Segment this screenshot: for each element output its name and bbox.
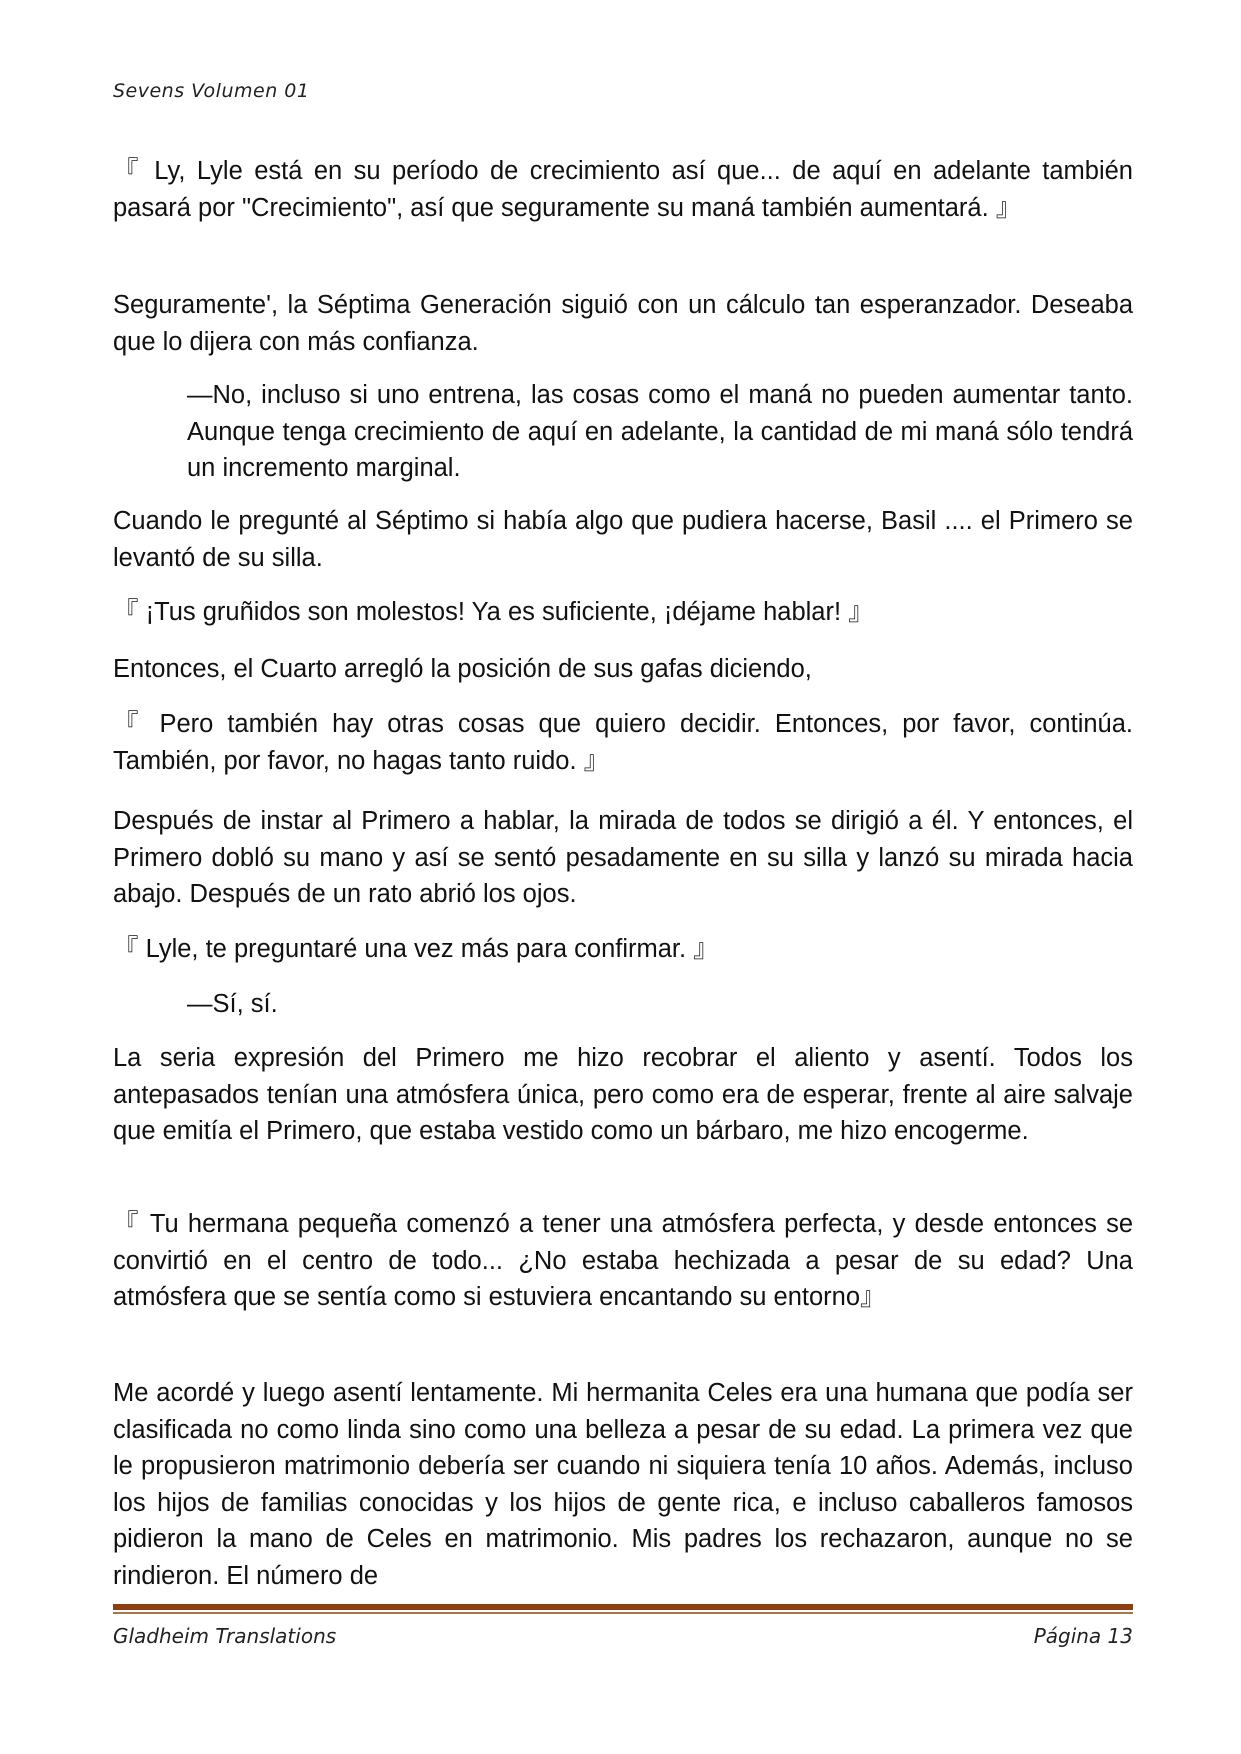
footer-rule-thick (113, 1604, 1133, 1610)
paragraph: Entonces, el Cuarto arregló la posición de sus gafas diciendo, (113, 655, 812, 683)
footer-publisher: Gladheim Translations (113, 1624, 337, 1648)
paragraph: Me acordé y luego asentí lentamente. Mi hermanita Celes era una humana que podía ser clasificada no como linda sino como una belleza a pesar de su edad. La primera vez que le propusieron matrimonio debería ser cuando ni siquiera tenía 10 años. Además, incluso los hijos de familias conocidas y los hijos de gente rica, e incluso caballeros famosos pidieron la mano de Celes en matrimonio. Mis padres los rechazaron, aunque no se rindieron. El número de (113, 1379, 1133, 1590)
paragraph-indented: —No, incluso si uno entrena, las cosas como el maná no pueden aumentar tanto. Aunque tenga crecimiento de aquí en adelante, la cantidad de mi maná sólo tendrá un incremento marginal. (187, 381, 1133, 482)
running-header: Sevens Volumen 01 (113, 80, 310, 102)
paragraph: 『 Pero también hay otras cosas que quiero decidir. Entonces, por favor, continúa. También, por favor, no hagas tanto ruido. 』 (113, 710, 1133, 775)
paragraph: 『 ¡Tus gruñidos son molestos! Ya es suficiente, ¡déjame hablar! 』 (113, 598, 874, 626)
paragraph-indented: —Sí, sí. (187, 990, 278, 1018)
paragraph: 『 Ly, Lyle está en su período de crecimiento así que... de aquí en adelante también pasará por "Crecimiento", así que seguramente su maná también aumentará. 』 (113, 157, 1133, 222)
paragraph: Después de instar al Primero a hablar, la mirada de todos se dirigió a él. Y entonces, el Primero dobló su mano y así se sentó pesadamente en su silla y lanzó su mirada hacia abajo. Después de un rato abrió los ojos. (113, 807, 1133, 908)
paragraph: Cuando le pregunté al Séptimo si había algo que pudiera hacerse, Basil .... el Primero se levantó de su silla. (113, 507, 1133, 572)
paragraph: 『 Lyle, te preguntaré una vez más para confirmar. 』 (113, 935, 719, 963)
paragraph: 『 Tu hermana pequeña comenzó a tener una atmósfera perfecta, y desde entonces se convirtió en el centro de todo... ¿No estaba hechizada a pesar de su edad? Una atmósfera que se sentía como si estuviera encantando su entorno』 (113, 1210, 1133, 1311)
footer-page-number: Página 13 (1033, 1624, 1133, 1648)
footer-rule-thin (113, 1612, 1133, 1614)
paragraph: La seria expresión del Primero me hizo recobrar el aliento y asentí. Todos los antepasados tenían una atmósfera única, pero como era de esperar, frente al aire salvaje que emitía el Primero, que estaba vestido como un bárbaro, me hizo encogerme. (113, 1044, 1133, 1145)
paragraph: Seguramente', la Séptima Generación siguió con un cálculo tan esperanzador. Deseaba que lo dijera con más confianza. (113, 291, 1133, 356)
